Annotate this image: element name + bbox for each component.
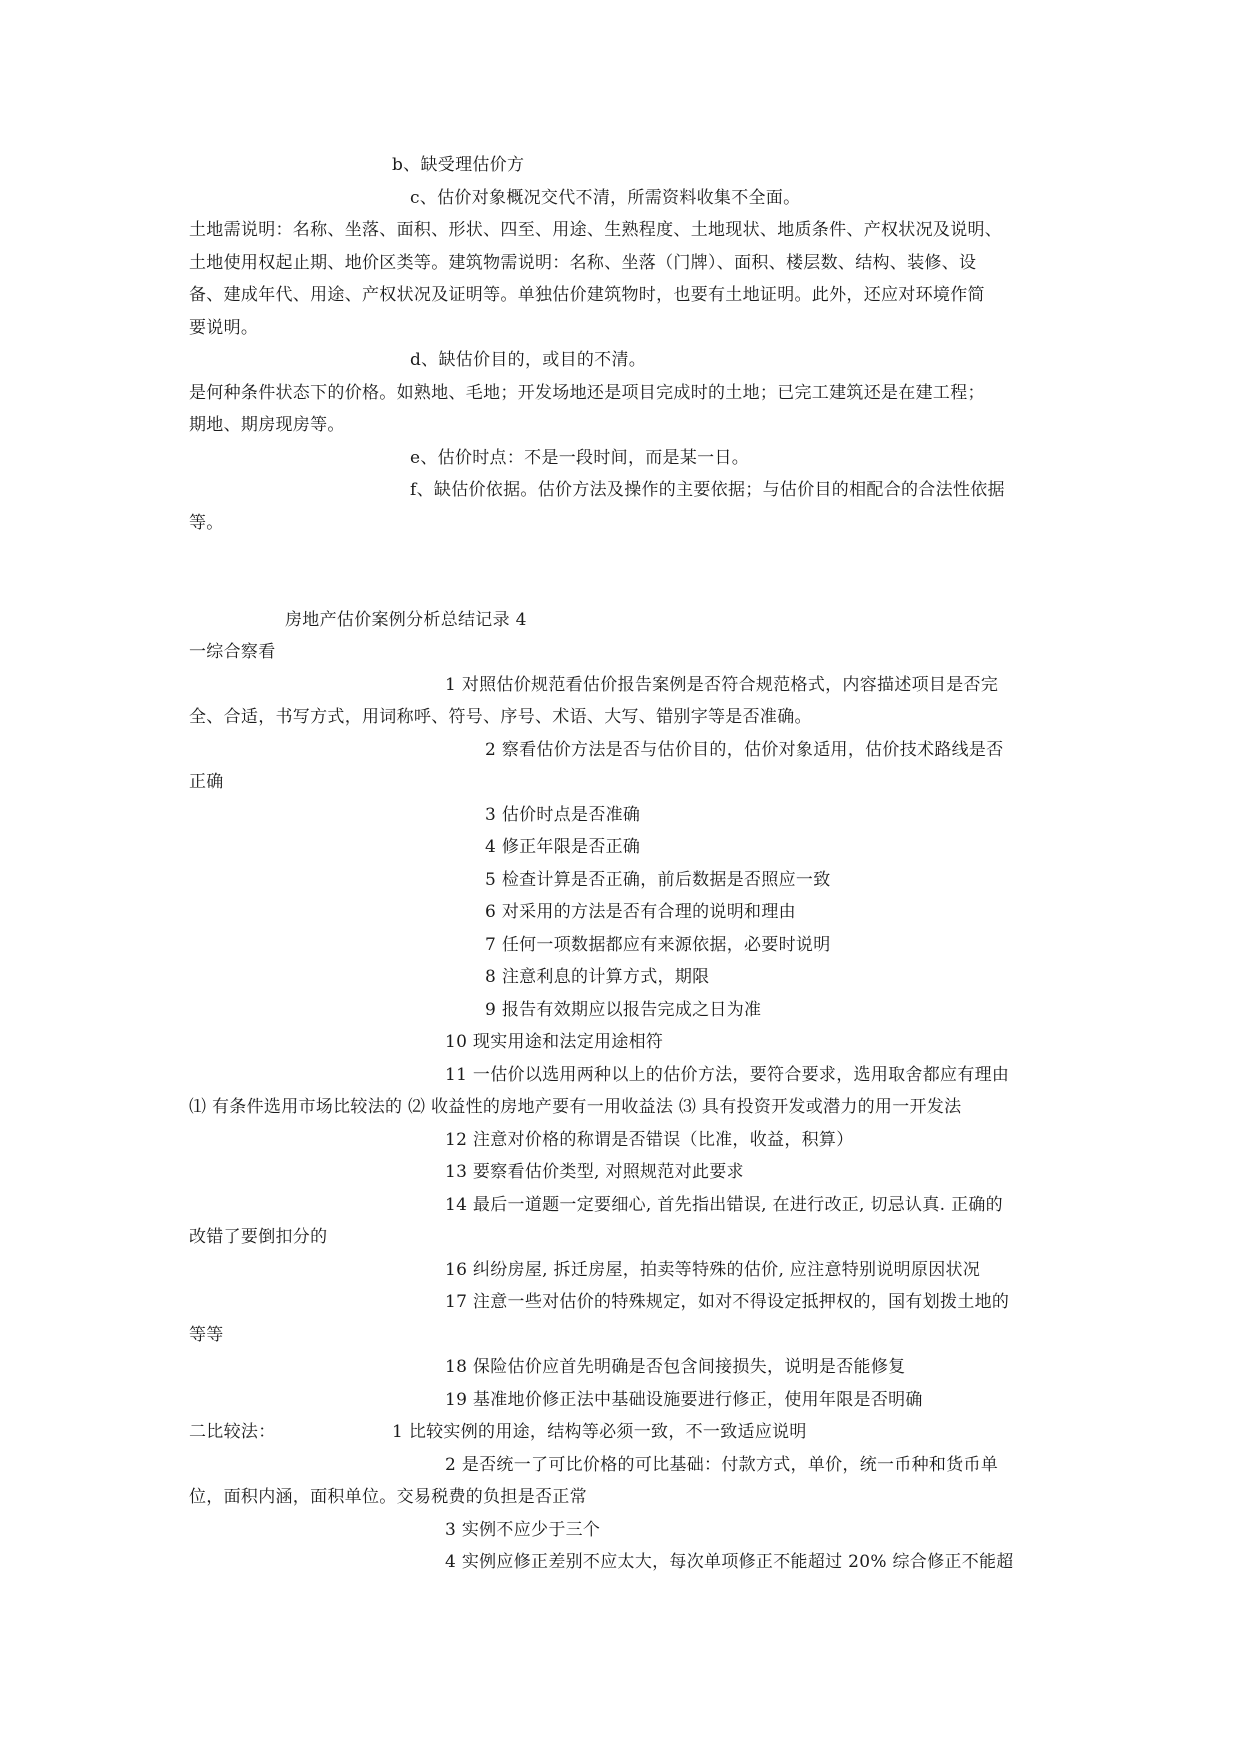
text-line: 土地需说明：名称、坐落、面积、形状、四至、用途、生熟程度、土地现状、地质条件、产权状况及说明、 [189, 220, 1003, 240]
text-line: 备、建成年代、用途、产权状况及证明等。单独估价建筑物时，也要有土地证明。此外，还应对环境作简 [189, 285, 985, 305]
list-item: 4 实例应修正差别不应太大，每次单项修正不能超过 20% 综合修正不能超 [445, 1552, 1014, 1572]
text-line: 位，面积内涵，面积单位。交易税费的负担是否正常 [189, 1487, 587, 1507]
list-item: 10 现实用途和法定用途相符 [445, 1032, 664, 1052]
list-item: 13 要察看估价类型, 对照规范对此要求 [445, 1162, 744, 1182]
list-item: 19 基准地价修正法中基础设施要进行修正，使用年限是否明确 [445, 1390, 923, 1410]
text-line: b、缺受理估价方 [392, 155, 525, 175]
list-item: 18 保险估价应首先明确是否包含间接损失，说明是否能修复 [445, 1357, 906, 1377]
text-line: ⑴ 有条件选用市场比较法的 ⑵ 收益性的房地产要有一用收益法 ⑶ 具有投资开发或潜力的用一开发法 [189, 1097, 962, 1117]
text-line: 正确 [189, 772, 224, 792]
list-item: 11 一估价以选用两种以上的估价方法，要符合要求，选用取舍都应有理由 [445, 1065, 1010, 1085]
text-line: 是何种条件状态下的价格。如熟地、毛地；开发场地还是项目完成时的土地；已完工建筑还是在建工程； [189, 383, 985, 403]
section-title: 房地产估价案例分析总结记录 4 [285, 610, 527, 630]
text-line: f、缺估价依据。估价方法及操作的主要依据；与估价目的相配合的合法性依据 [410, 480, 1005, 500]
list-item: 2 是否统一了可比价格的可比基础：付款方式，单价，统一币种和货币单 [445, 1455, 999, 1475]
list-item: 9 报告有效期应以报告完成之日为准 [485, 1000, 762, 1020]
list-item: 17 注意一些对估价的特殊规定，如对不得设定抵押权的，国有划拨土地的 [445, 1292, 1010, 1312]
list-item: 6 对采用的方法是否有合理的说明和理由 [485, 902, 796, 922]
list-item: 2 察看估价方法是否与估价目的，估价对象适用，估价技术路线是否 [485, 740, 1004, 760]
list-item: 1 比较实例的用途，结构等必须一致，不一致适应说明 [392, 1422, 807, 1442]
section-heading: 二比较法： [189, 1422, 276, 1442]
text-line: e、估价时点：不是一段时间，而是某一日。 [410, 448, 750, 468]
list-item: 3 实例不应少于三个 [445, 1520, 601, 1540]
text-line: 期地、期房现房等。 [189, 415, 345, 435]
list-item: 14 最后一道题一定要细心, 首先指出错误, 在进行改正, 切忌认真. 正确的 [445, 1195, 1003, 1215]
text-line: d、缺估价目的，或目的不清。 [410, 350, 647, 370]
list-item: 8 注意利息的计算方式，期限 [485, 967, 710, 987]
list-item: 4 修正年限是否正确 [485, 837, 641, 857]
text-line: 等等 [189, 1325, 224, 1345]
text-line: 全、合适，书写方式，用词称呼、符号、序号、术语、大写、错别字等是否准确。 [189, 707, 812, 727]
text-line: 改错了要倒扣分的 [189, 1227, 328, 1247]
list-item: 7 任何一项数据都应有来源依据，必要时说明 [485, 935, 831, 955]
list-item: 12 注意对价格的称谓是否错误（比准，收益，积算） [445, 1130, 854, 1150]
list-item: 1 对照估价规范看估价报告案例是否符合规范格式，内容描述项目是否完 [445, 675, 999, 695]
section-heading: 一综合察看 [189, 642, 276, 662]
list-item: 5 检查计算是否正确，前后数据是否照应一致 [485, 870, 831, 890]
text-line: 土地使用权起止期、地价区类等。建筑物需说明：名称、坐落（门牌）、面积、楼层数、结构、装修、设 [189, 253, 977, 273]
text-line: c、估价对象概况交代不清，所需资料收集不全面。 [410, 188, 801, 208]
list-item: 16 纠纷房屋, 拆迁房屋，拍卖等特殊的估价, 应注意特别说明原因状况 [445, 1260, 981, 1280]
text-line: 等。 [189, 513, 224, 533]
text-line: 要说明。 [189, 318, 259, 338]
list-item: 3 估价时点是否准确 [485, 805, 641, 825]
